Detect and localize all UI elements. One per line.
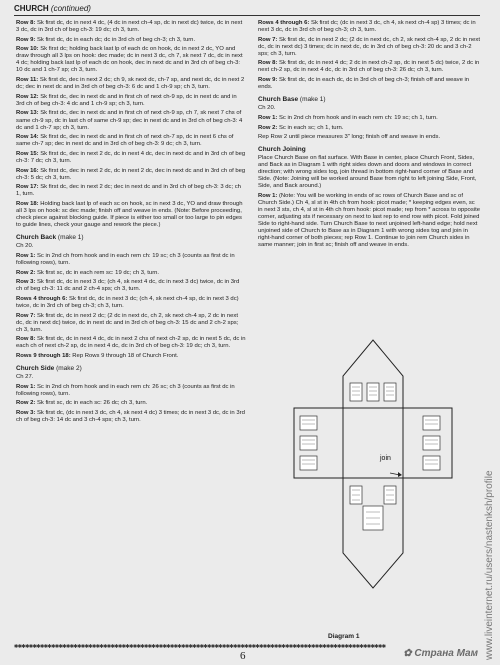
section-heading xyxy=(16,365,246,372)
row-label: Rows 4 through 6: xyxy=(258,20,310,26)
header-title: CHURCH xyxy=(14,4,49,13)
instruction-text: Sk first sc, dc in each sc: 26 dc; ch 3, turn. xyxy=(35,400,148,407)
instruction-paragraph xyxy=(258,37,480,58)
diagram-base xyxy=(343,408,403,478)
instruction-paragraph xyxy=(16,374,246,381)
heading-note: (make 1) xyxy=(298,96,326,104)
instruction-text: Sk first dc, dc in each dc, dc in 3rd ch of beg ch-3; finish off and weave in ends. xyxy=(258,77,470,91)
instruction-text: Sk first dc, dec in next 2 dc; dec in next dc and in 3rd ch of beg ch-3: 3 dc; ch 1, turn. xyxy=(16,184,241,198)
instruction-paragraph xyxy=(258,60,480,74)
instruction-text: Sk first dc, dec in next 2 dc, dc in next 2 dc, dec in next dc and in 3rd ch of beg ch-3: 5 dc; ch 3, turn. xyxy=(16,167,246,181)
instruction-text: Sk first dc, dec in next 2 dc, dc in next 4 dc, dec in next dc and in 3rd ch of beg ch-3: 7 dc; ch 3, turn. xyxy=(16,150,246,164)
instruction-text: Place Church Base on flat surface. With Base in center, place Church Front, Sides, and Back as in Diagram 1 with right sides down and doors and windows in correct direction; with wrong sides tog, join thread in bottom right-hand corner of Base and Side. (Note: Joining will be worked around Base from right to left joining Side, Front, Side, and Back around.) xyxy=(258,155,477,190)
instruction-paragraph xyxy=(258,134,480,141)
row-label: Row 14: xyxy=(16,134,39,141)
left-column xyxy=(16,20,246,427)
row-label: Row 9: xyxy=(258,77,278,84)
running-header xyxy=(14,4,91,13)
heading-title: Church Base xyxy=(258,96,299,104)
instruction-text: Sk first dc, dec in next dc and in first ch of next ch-9 sp, ch 7, sk next 7 chs of same ch-9 sp, dc in last ch of same ch-9 sp; dec in next dc and in 3rd ch of beg ch-3: 4 dc and 1 ch-7 sp; ch 3, turn. xyxy=(16,110,243,131)
instruction-text: Holding back last lp of each sc on hook, sc in next 3 dc, YO and draw through all 3 lps on hook: sc dec made; finish off and weave in ends. (Note: Before proceeding, check piece against blocking guide. If piece is either too small or too large to pin edges to guide lines, check your gauge and rework the piece.) xyxy=(16,200,243,229)
instruction-text: Sk first dc; (dc in next 3 dc, ch 4, sk next ch-4 sp) 3 times; dc in next 3 dc, dc in 3rd ch of beg ch-3; ch 3, turn. xyxy=(258,20,476,34)
row-label: Row 12: xyxy=(16,93,39,100)
instruction-paragraph xyxy=(16,400,246,407)
instruction-text: Sk first dc; holding back last lp of each dc on hook, dc in next 2 dc, YO and draw through all 3 lps on hook: dec made; dc in next 3 dc, ch 7, sk next 7 dc, dc in next 4 dc; holding back last lp of each dc on hook, dec in next dc and in 3rd ch of beg ch-3: 10 dc and 1 ch-7 sp; ch 3, turn. xyxy=(16,46,243,74)
instruction-text: Sc in each sc; ch 1, turn. xyxy=(277,124,344,131)
row-label: Row 1: xyxy=(16,383,36,390)
instruction-text: Sk first dc, dc in next 2 dc; (2 dc in next dc, ch 2, sk next ch-4 sp, 2 dc in next dc, dc in next dc) 3 times; dc in next dc, dc in 3rd ch of beg ch-3: 20 dc and 3 ch-2 sps; ch 3, turn. xyxy=(258,36,480,57)
instruction-paragraph xyxy=(16,184,246,198)
instruction-text: Sc in 2nd ch from hook and in each rem ch: 19 sc; ch 1, turn. xyxy=(277,114,438,121)
row-label: Row 8: xyxy=(258,60,278,67)
instruction-paragraph xyxy=(16,77,246,91)
row-label: Row 2: xyxy=(258,124,278,131)
instruction-paragraph xyxy=(258,155,480,190)
row-label: Row 7: xyxy=(16,312,36,319)
instruction-text: Sc in 2nd ch from hook and in each rem ch: 26 sc; ch 3 (counts as first dc in following rows), turn. xyxy=(16,383,235,397)
instruction-paragraph xyxy=(16,110,246,131)
assembly-diagram xyxy=(288,338,458,638)
row-label: Row 13: xyxy=(16,110,39,117)
instruction-text: Sk first dc, (dc in next 3 dc, ch 4, sk next 4 dc) 3 times; dc in next 3 dc, dc in 3rd ch of beg ch-3: 14 dc and 3 ch-4 sps; ch 3, turn. xyxy=(16,410,245,424)
instruction-paragraph xyxy=(258,77,480,91)
page-number: 6 xyxy=(240,650,246,662)
instruction-paragraph xyxy=(16,336,246,350)
instruction-paragraph xyxy=(258,193,480,249)
instruction-text: Ch 20. xyxy=(258,105,276,112)
instruction-paragraph xyxy=(16,279,246,293)
instruction-paragraph xyxy=(16,296,246,310)
instruction-text: Ch 27. xyxy=(16,374,34,381)
row-label: Row 1: xyxy=(16,252,36,259)
instruction-text: Sk first dc, dc in next 3 dc; (ch 4, sk next 4 dc, dc in next 3 dc) twice, dc in 3rd ch of beg ch-3: 11 dc and 2 ch-4 sps; ch 3, turn. xyxy=(16,279,240,293)
site-logo: ✿ Страна Мам xyxy=(403,648,478,659)
instruction-paragraph xyxy=(16,94,246,108)
footer-star-border: ✱✱✱✱✱✱✱✱✱✱✱✱✱✱✱✱✱✱✱✱✱✱✱✱✱✱✱✱✱✱✱✱✱✱✱✱✱✱✱✱✱✱✱✱✱✱✱✱✱✱✱✱✱✱✱✱✱✱✱✱✱✱✱✱✱✱✱✱✱✱✱✱✱✱✱✱✱✱✱✱✱✱✱✱✱✱✱✱✱✱✱✱✱✱✱✱✱✱✱✱ xyxy=(14,642,386,650)
row-label: Row 3: xyxy=(16,279,36,286)
instruction-paragraph xyxy=(16,270,246,277)
row-label: Row 8: xyxy=(16,336,36,343)
instruction-paragraph xyxy=(16,20,246,34)
instruction-text: Sk first dc, dc in each dc; dc in 3rd ch of beg ch-3; ch 3, turn. xyxy=(35,36,196,43)
join-label: join xyxy=(380,455,391,462)
heading-note: (make 2) xyxy=(54,365,82,373)
instruction-paragraph xyxy=(16,353,246,360)
url-watermark xyxy=(482,300,498,660)
row-label: Row 8: xyxy=(16,20,36,26)
instruction-text: Sk first dc, dc in next 4 dc; 2 dc in next ch-2 sp, dc in next 5 dc) twice, 2 dc in next ch-2 sp, dc in next 4 dc, dc in 3rd ch of beg ch-3: 26 dc; ch 3, turn. xyxy=(258,60,480,74)
instruction-text: Sc in 2nd ch from hook and in each rem ch: 19 sc; ch 3 (counts as first dc in following rows), turn. xyxy=(16,252,235,266)
right-column xyxy=(258,20,480,252)
instruction-paragraph xyxy=(16,201,246,229)
heading-title: Church Back xyxy=(16,234,57,242)
row-label: Row 3: xyxy=(16,410,36,417)
instruction-text: Rep Rows 9 through 18 of Church Front. xyxy=(70,352,179,359)
instruction-text: Sk first dc, dc in next 4 dc, dc in next 2 chs of next ch-2 sp, dc in next 5 dc, dc in each ch of next ch-2 sp, dc in next 4 dc, dc in 3rd ch of beg ch-3: 19 dc; ch 3, turn. xyxy=(16,336,246,350)
row-label: Row 2: xyxy=(16,400,36,407)
header-rule xyxy=(14,15,480,16)
row-label: Rows 9 through 18: xyxy=(16,352,71,359)
row-label: Rows 4 through 6: xyxy=(16,295,68,302)
instruction-text: Sk first sc, dc in each rem sc: 19 dc; ch 3, turn. xyxy=(35,269,160,276)
instruction-text: Sk first dc, dc in next 4 dc, (4 dc in next ch-4 sp, dc in next dc) twice, dc in next 3 dc, dc in 3rd ch of beg ch-3: 19 dc; ch 3, turn. xyxy=(16,20,243,34)
diagram-caption: Diagram 1 xyxy=(328,633,360,640)
row-label: Row 7: xyxy=(258,36,278,43)
instruction-paragraph xyxy=(258,20,480,34)
instruction-text: Ch 20. xyxy=(16,243,34,250)
instruction-paragraph xyxy=(258,125,480,132)
row-label: Row 18: xyxy=(16,200,39,207)
arrowhead-icon xyxy=(398,472,402,477)
heading-title: Church Joining xyxy=(258,146,306,154)
section-heading xyxy=(258,96,480,103)
section-heading xyxy=(258,146,480,153)
instruction-text: Sk first dc, dec in next 2 dc; ch 9, sk next dc, ch-7 sp, and next dc, dc in next 2 dc; dec in next dc and in 3rd ch of beg ch-3: 6 dc and 1 ch-9 sp; ch 3, turn. xyxy=(16,77,245,91)
instruction-paragraph xyxy=(16,134,246,148)
row-label: Row 1: xyxy=(258,114,278,121)
instruction-text: Sk first dc, dc in next 2 dc; (2 dc in next dc, ch 2, sk next ch-4 sp, 2 dc in next dc, dc in next dc) twice, dc in next dc and in 3rd ch of beg ch-3: 15 dc and 2 ch-2 sps; ch 3, turn. xyxy=(16,312,239,333)
instruction-paragraph xyxy=(16,313,246,334)
row-label: Row 9: xyxy=(16,36,36,43)
instruction-paragraph xyxy=(258,115,480,122)
instruction-paragraph xyxy=(16,410,246,424)
instruction-paragraph xyxy=(16,37,246,44)
instruction-paragraph xyxy=(258,105,480,112)
watermark-text: www.liveinternet.ru/users/nastenksh/profile xyxy=(484,470,495,660)
instruction-paragraph xyxy=(16,384,246,398)
row-label: Row 16: xyxy=(16,167,39,174)
instruction-text: Rep Row 2 until piece measures 3" long; finish off and weave in ends. xyxy=(258,134,441,141)
heading-title: Church Side xyxy=(16,365,55,373)
instruction-paragraph xyxy=(16,253,246,267)
row-label: Row 1: xyxy=(258,193,278,200)
header-subtitle: (continued) xyxy=(50,4,91,13)
instruction-text: Sk first dc, dc in next 3 dc; (ch 4, sk next ch-4 sp, dc in next 3 dc) twice, dc in 3rd ch of beg ch-3; ch 3, turn. xyxy=(16,295,239,309)
instruction-paragraph xyxy=(16,168,246,182)
row-label: Row 15: xyxy=(16,150,39,157)
instruction-text: Sk first dc, dec in next dc and in first ch of next ch-7 sp, dc in next 6 chs of same ch-7 sp; dec in next dc and in 3rd ch of beg ch-3: 9 dc; ch 3, turn. xyxy=(16,134,234,148)
row-label: Row 17: xyxy=(16,184,39,191)
instruction-paragraph xyxy=(16,46,246,74)
row-label: Row 11: xyxy=(16,77,39,84)
instruction-text: (Note: You will be working in ends of sc rows of Church Base and sc of Church Side.) Ch 4, sl st in 4th ch from hook: picot made; * keeping edges even, sc in next 3 sts, ch 4, sl st in 4th ch from hook: picot made; rep from * across to opposite corner, adjusting sts if necessary on next to last rep to end row with picot. Fold joined Side to right-hand side. Turn Church Base to next unjoined left-hand edge; hold next unjoined side of Church to Base as in Diagram 1 with wrong sides tog and join in right-hand corner of both pieces; rep Row 1. Continue to join rem Church sides in same manner; join in first sc; finish off and weave in ends. xyxy=(258,193,480,249)
instruction-paragraph xyxy=(16,243,246,250)
instruction-text: Sk first dc, dec in next dc and in first ch of next ch-9 sp, dc in next dc and in 3rd ch of beg ch-3: 4 dc and 1 ch-9 sp; ch 3, turn. xyxy=(16,93,237,107)
row-label: Row 2: xyxy=(16,269,36,276)
row-label: Row 10: xyxy=(16,46,39,53)
section-heading xyxy=(16,234,246,241)
heading-note: (make 1) xyxy=(56,234,84,242)
instruction-paragraph xyxy=(16,151,246,165)
